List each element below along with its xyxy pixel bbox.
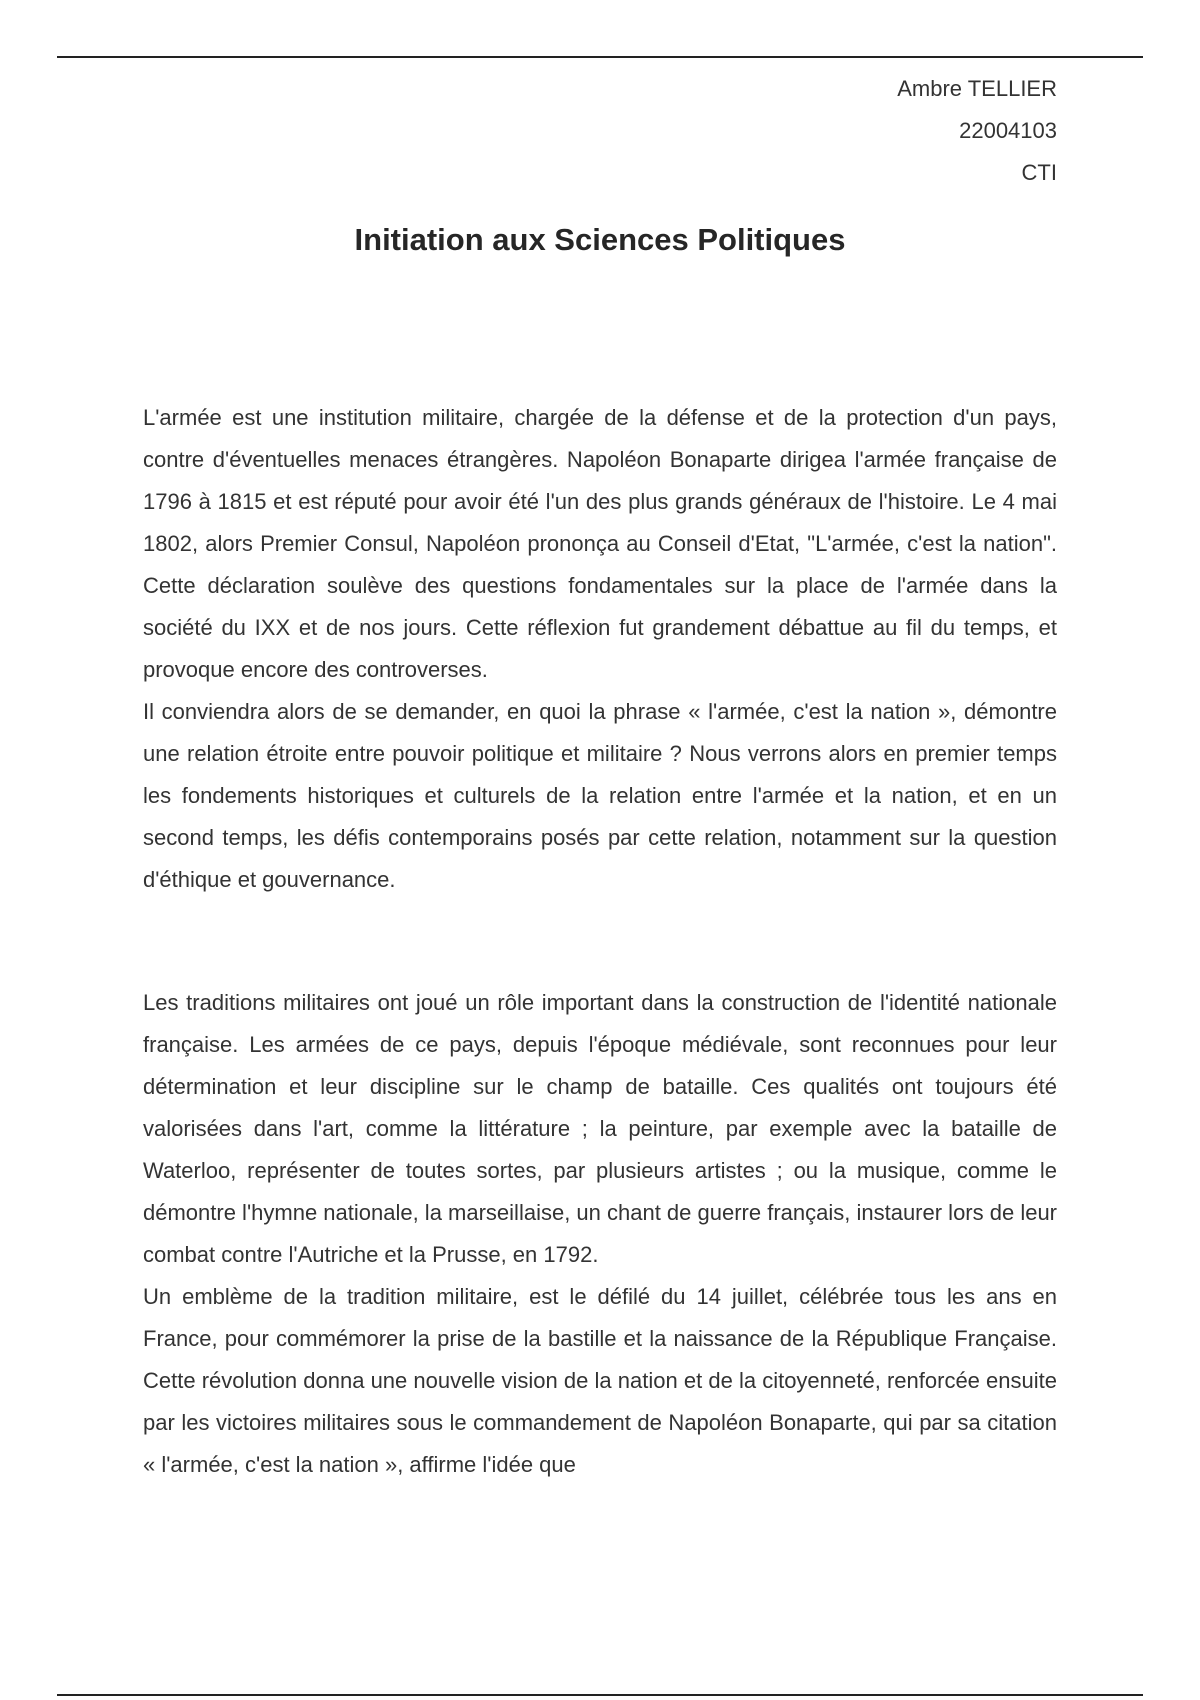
author-header (897, 68, 1057, 194)
body-paragraph: L'armée est une institution militaire, chargée de la défense et de la protection d'un pays, contre d'éventuelles menaces étrangères. Napoléon Bonaparte dirigea l'armée française de 1796 à 1815 et est réputé pour avoir été l'un des plus grands généraux de l'histoire. Le 4 mai 1802, alors Premier Consul, Napoléon prononça au Conseil d'Etat, "L'armée, c'est la nation". Cette déclaration soulève des questions fondamentales sur la place de l'armée dans la société du IXX et de nos jours. Cette réflexion fut grandement débattue au fil du temps, et provoque encore des controverses. (143, 405, 1057, 682)
introduction-section (143, 397, 1057, 901)
top-rule (57, 56, 1143, 58)
body-paragraph: Il conviendra alors de se demander, en quoi la phrase « l'armée, c'est la nation », démontre une relation étroite entre pouvoir politique et militaire ? Nous verrons alors en premier temps les fondements historiques et culturels de la relation entre l'armée et la nation, et en un second temps, les défis contemporains posés par cette relation, notamment sur la question d'éthique et gouvernance. (143, 699, 1057, 892)
document-title: Initiation aux Sciences Politiques (354, 222, 846, 257)
body-paragraph: Un emblème de la tradition militaire, est le défilé du 14 juillet, célébrée tous les ans en France, pour commémorer la prise de la bastille et la naissance de la République Française. Cette révolution donna une nouvelle vision de la nation et de la citoyenneté, renforcée ensuite par les victoires militaires sous le commandement de Napoléon Bonaparte, qui par sa citation « l'armée, c'est la nation », affirme l'idée que (143, 1284, 1057, 1477)
traditions-section (143, 982, 1057, 1486)
program-name: CTI (1021, 160, 1057, 185)
bottom-rule (57, 1694, 1143, 1696)
author-name: Ambre TELLIER (897, 76, 1057, 101)
body-paragraph: Les traditions militaires ont joué un rôle important dans la construction de l'identité nationale française. Les armées de ce pays, depuis l'époque médiévale, sont reconnues pour leur détermination et leur discipline sur le champ de bataille. Ces qualités ont toujours été valorisées dans l'art, comme la littérature ; la peinture, par exemple avec la bataille de Waterloo, représenter de toutes sortes, par plusieurs artistes ; ou la musique, comme le démontre l'hymne nationale, la marseillaise, un chant de guerre français, instaurer lors de leur combat contre l'Autriche et la Prusse, en 1792. (143, 990, 1058, 1267)
student-id: 22004103 (959, 118, 1057, 143)
